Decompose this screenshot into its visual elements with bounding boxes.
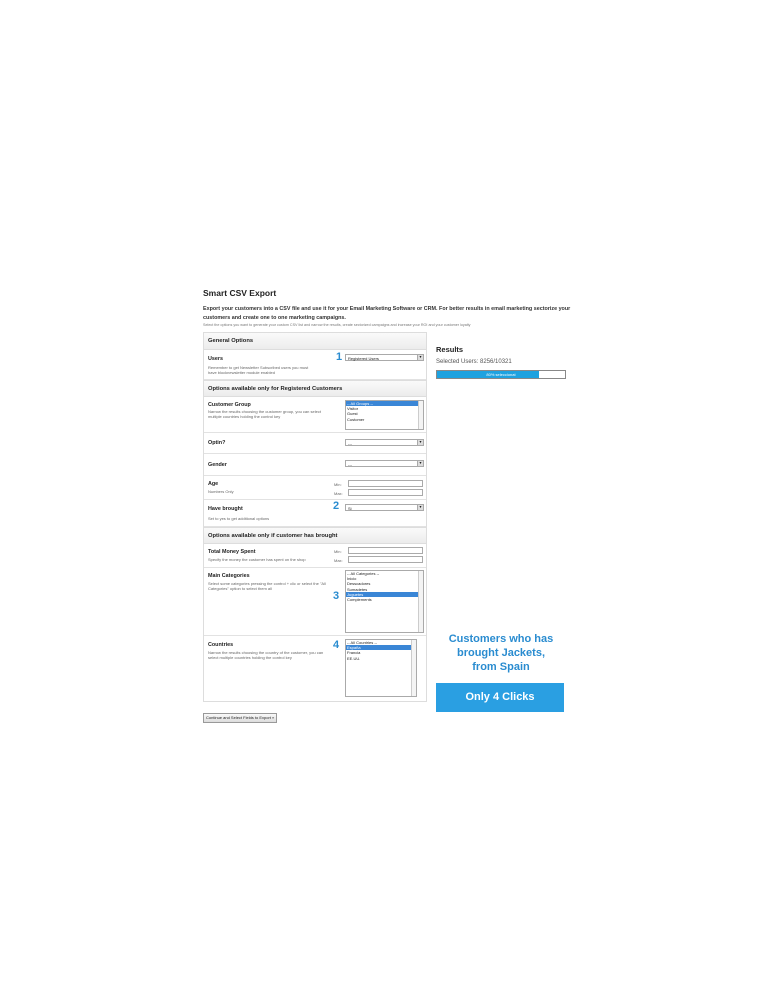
row-money-spent <box>204 544 426 568</box>
chevron-down-icon: ▼ <box>418 440 423 444</box>
listbox-option[interactable]: Inicio <box>347 576 357 582</box>
listbox-option[interactable]: -- All Countries -- <box>347 640 378 645</box>
promo-line-2: brought Jackets, <box>456 647 546 659</box>
users-select-value: Registered Users <box>348 356 379 361</box>
money-max-label: Max: <box>334 558 343 563</box>
gender-label: Gender <box>208 462 227 468</box>
sub-intro-text: Select the options you want to generate your custom CSV list and narrow the results, create sectorized campaigns and increase your ROI and your customer loyalty <box>203 323 471 327</box>
countries-label: Countries <box>208 642 234 648</box>
age-max-label: Max: <box>334 491 343 496</box>
customer-group-desc: Narrow the results choosing the customer group, you can select multiple countries holding the control key <box>208 409 321 419</box>
results-title: Results <box>436 345 464 354</box>
money-min-label: Min: <box>334 549 342 554</box>
age-min-label: Min: <box>334 482 342 487</box>
step-number-3: 3 <box>333 590 340 602</box>
row-age <box>204 476 426 500</box>
gender-select[interactable] <box>345 460 424 467</box>
promo-line-3: from Spain <box>472 661 530 673</box>
listbox-option[interactable]: Customer <box>347 416 365 422</box>
row-gender <box>204 454 426 476</box>
users-select[interactable] <box>345 354 424 361</box>
step-number-4: 4 <box>333 639 340 651</box>
listbox-option[interactable]: Francia <box>347 650 361 656</box>
listbox-option[interactable]: Complements <box>347 596 372 602</box>
row-have-brought <box>204 500 426 527</box>
main-categories-label: Main Categories <box>208 573 250 579</box>
listbox-option[interactable]: Guest <box>347 411 358 417</box>
users-desc: Remember to get Newsletter Subscribed users you must have blocknewsletter module enabled <box>208 365 309 375</box>
countries-desc: Narrow the results choosing the country of the customer, you can select multiple countries holding the control key <box>208 650 324 660</box>
promo-text <box>436 632 566 674</box>
customer-group-listbox[interactable] <box>345 400 424 430</box>
optin-select-value: --- <box>348 441 352 446</box>
section-header-general: General Options <box>204 333 426 350</box>
listbox-option[interactable]: Desscadores <box>347 581 371 587</box>
money-min-input[interactable] <box>348 547 423 554</box>
row-users <box>204 350 426 380</box>
listbox-scrollbar[interactable] <box>418 401 423 429</box>
money-spent-desc: Specify the money the customer has spent on the shop <box>208 557 306 562</box>
listbox-option[interactable]: -- All Categories -- <box>347 571 380 576</box>
step-number-2: 2 <box>333 500 340 512</box>
main-categories-desc: Select some categories pressing the control + clic or select the "All Categories" option to select them all <box>208 581 326 591</box>
have-brought-label: Have brought <box>208 506 243 512</box>
age-max-input[interactable] <box>348 489 423 496</box>
users-label: Users <box>208 356 223 362</box>
optin-select[interactable] <box>345 439 424 446</box>
listbox-option[interactable]: EE.UU. <box>347 655 361 661</box>
money-max-input[interactable] <box>348 556 423 563</box>
have-brought-select-value: Si <box>348 506 352 511</box>
chevron-down-icon: ▼ <box>418 461 423 465</box>
listbox-option[interactable]: España <box>346 645 416 650</box>
promo-banner-button: Only 4 Clicks <box>436 683 564 712</box>
age-min-input[interactable] <box>348 480 423 487</box>
age-desc: Numbers Only <box>208 489 234 494</box>
progress-text: 80% seleccionat <box>486 372 516 377</box>
listbox-option[interactable]: Juguetes <box>346 592 423 597</box>
row-countries <box>204 636 426 701</box>
selection-progress-bar <box>436 370 566 379</box>
money-spent-label: Total Money Spent <box>208 549 256 555</box>
gender-select-value: --- <box>348 462 352 467</box>
options-panel <box>203 332 427 702</box>
section-header-brought: Options available only if customer has brought <box>204 527 426 544</box>
step-number-1: 1 <box>336 351 343 363</box>
listbox-scrollbar[interactable] <box>418 571 423 632</box>
promo-line-1: Customers who has <box>448 633 554 645</box>
optin-label: Optin? <box>208 440 226 446</box>
have-brought-select[interactable] <box>345 504 424 511</box>
row-optin <box>204 433 426 454</box>
page-title: Smart CSV Export <box>203 288 277 298</box>
chevron-down-icon: ▼ <box>418 355 423 359</box>
listbox-option[interactable]: Sumadetes <box>347 586 368 592</box>
listbox-scrollbar[interactable] <box>411 640 416 696</box>
have-brought-desc: Set to yes to get additional options <box>208 516 270 521</box>
chevron-down-icon: ▼ <box>418 505 423 509</box>
age-label: Age <box>208 481 219 487</box>
listbox-option[interactable]: Visitor <box>347 406 359 412</box>
intro-text: Export your customers into a CSV file and use it for your Email Marketing Software or CRM. For better results in email marketing sectorize your customers and create one to one marketing campaigns. <box>203 306 571 321</box>
main-categories-listbox[interactable] <box>345 570 424 633</box>
row-main-categories <box>204 568 426 636</box>
listbox-option[interactable]: -- All Groups -- <box>346 401 423 406</box>
row-customer-group <box>204 397 426 433</box>
continue-button[interactable]: Continue and Select Fields to Export » <box>203 713 277 723</box>
countries-listbox[interactable] <box>345 639 417 697</box>
selected-users-count: Selected Users: 8256/10321 <box>436 359 512 365</box>
section-header-registered: Options available only for Registered Customers <box>204 380 426 397</box>
customer-group-label: Customer Group <box>208 402 251 408</box>
